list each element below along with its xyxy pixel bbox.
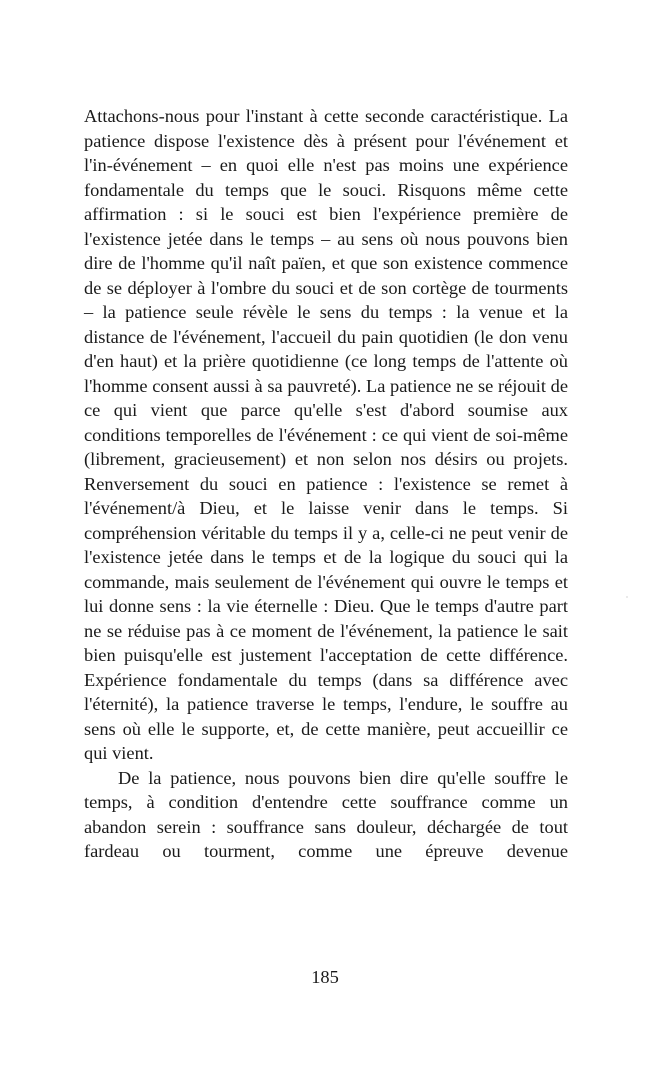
- page-number: 185: [311, 967, 339, 987]
- body-text: [84, 104, 568, 864]
- paragraph-suffering-time: De la patience, nous pouvons bien dire qu'elle souffre le temps, à condition d'entendre cette souffrance comme un abandon serein : souffrance sans douleur, déchargée de tout fardeau ou tourment, comme une épreuve devenue: [84, 767, 568, 861]
- scan-speck: [626, 596, 628, 598]
- paragraph-patience-and-time: Attachons-nous pour l'instant à cette seconde caractéristique. La patience dispose l'existence dès à présent pour l'événement et l'in-événement – en quoi elle n'est pas moins une expérience fondamentale du temps que le souci. Risquons même cette affirmation : si le souci est bien l'expérience première de l'existence jetée dans le temps – au sens où nous pouvons bien dire de l'homme qu'il naît païen, et que son existence commence de se déployer à l'ombre du souci et de son cortège de tourments – la patience seule révèle le sens du temps : la venue et la distance de l'événement, l'accueil du pain quotidien (le don venu d'en haut) et la prière quotidienne (ce long temps de l'attente où l'homme consent aussi à sa pauvreté). La patience ne se réjouit de ce qui vient que parce qu'elle s'est d'abord soumise aux conditions temporelles de l'événement : ce qui vient de soi-même (librement, gracieusement) et non selon nos désirs ou projets. Renversement du souci en patience : l'existence se remet à l'événement/à Dieu, et le laisse venir dans le temps. Si compréhension véritable du temps il y a, celle-ci ne peut venir de l'existence jetée dans le temps et de la logique du souci qui la commande, mais seulement de l'événement qui ouvre le temps et lui donne sens : la vie éternelle : Dieu. Que le temps d'autre part ne se réduise pas à ce moment de l'événement, la patience le sait bien puisqu'elle est justement l'acceptation de cette différence. Expérience fondamentale du temps (dans sa différence avec l'éternité), la patience traverse le temps, l'endure, le souffre au sens où elle le supporte, et, de cette manière, peut accueillir ce qui vient.: [84, 106, 568, 763]
